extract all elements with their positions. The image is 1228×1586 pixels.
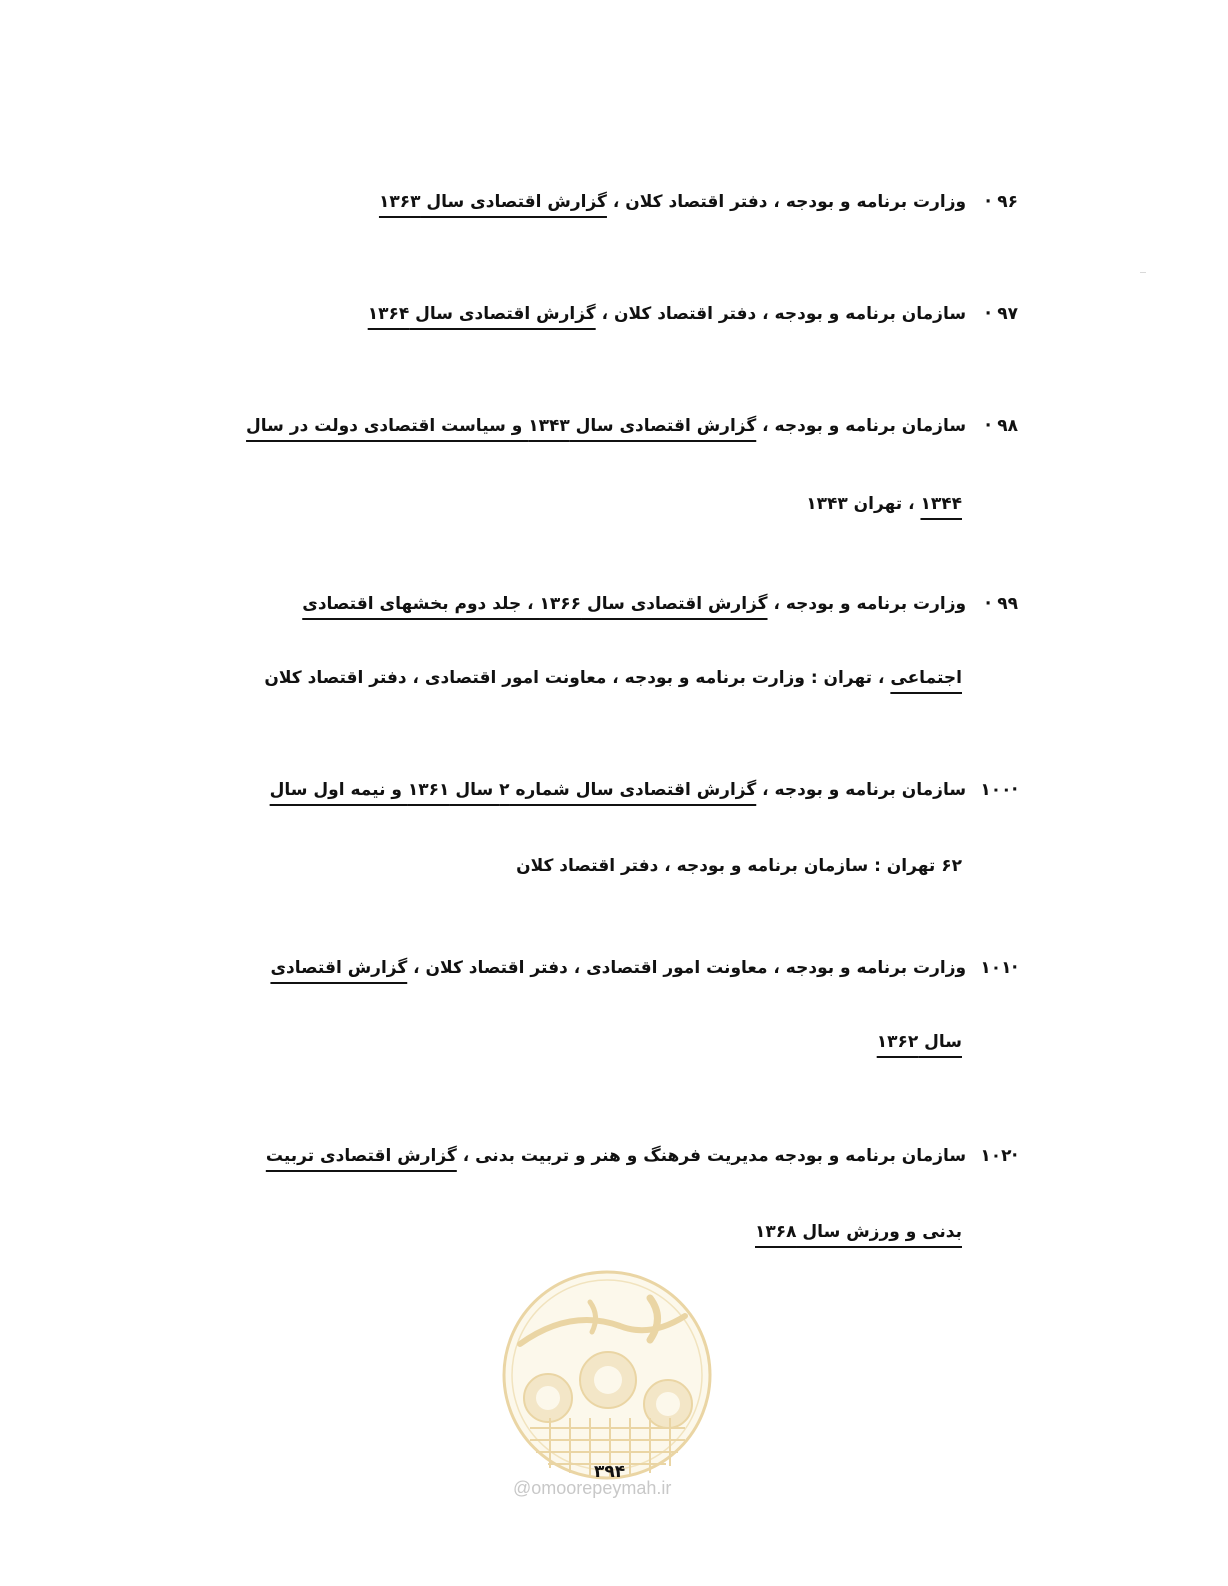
- entry-title: گزارش اقتصادی سال ۱۳۶۶ ، جلد دوم بخشهای اقتصادی: [302, 594, 768, 614]
- entry-text: ۶۲ تهران : سازمان برنامه و بودجه ، دفتر اقتصاد کلان: [516, 856, 962, 876]
- entry-line: [379, 190, 1018, 214]
- entry-title: اجتماعی: [890, 668, 962, 688]
- entry-number: ۹۶ ·: [984, 192, 1018, 212]
- entry-line-continued: [877, 1030, 1018, 1054]
- scan-mark: [1140, 272, 1146, 273]
- entry-line: [368, 302, 1018, 326]
- entry-text: سازمان برنامه و بودجه ،: [762, 780, 967, 800]
- entry-text: وزارت برنامه و بودجه ، دفتر اقتصاد کلان ،: [612, 192, 967, 212]
- watermark-seal-logo: [500, 1268, 715, 1483]
- entry-title: گزارش اقتصادی سال شماره ۲ سال ۱۳۶۱ و نیمه اول سال: [269, 780, 757, 800]
- entry-text: ، تهران ۱۳۴۳: [806, 494, 915, 514]
- page-number: ۳۹۴: [594, 1462, 626, 1482]
- entry-number: ۹۷ ·: [984, 304, 1018, 324]
- entry-line: [246, 414, 1018, 438]
- entry-line-continued: [806, 492, 1018, 516]
- entry-line: [302, 592, 1018, 616]
- entry-title: بدنی و ورزش سال ۱۳۶۸: [755, 1222, 962, 1242]
- entry-title: گزارش اقتصادی سال ۱۳۴۳ و سیاست اقتصادی دولت در سال: [246, 416, 757, 436]
- entry-line: [270, 956, 1018, 980]
- watermark-text: @omoorepeymah.ir: [513, 1478, 672, 1498]
- entry-title: ۱۳۴۴: [920, 494, 962, 514]
- entry-line: [270, 778, 1018, 802]
- entry-title: گزارش اقتصادی سال ۱۳۶۴: [367, 304, 596, 324]
- entry-number: ۹۹ ·: [984, 594, 1018, 614]
- entry-text: وزارت برنامه و بودجه ، معاونت امور اقتصادی ، دفتر اقتصاد کلان ،: [413, 958, 967, 978]
- entry-line-continued: [516, 854, 1018, 878]
- entry-number: ·۱۰۰: [980, 780, 1018, 800]
- entry-number: ۹۸ ·: [984, 416, 1018, 436]
- entry-number: ·۱۰۱: [980, 958, 1018, 978]
- entry-text: سازمان برنامه و بودجه ،: [762, 416, 967, 436]
- entry-line-continued: [755, 1220, 1018, 1244]
- entry-title: سال ۱۳۶۲: [876, 1032, 962, 1052]
- entry-line-continued: [264, 666, 1018, 690]
- entry-text: سازمان برنامه و بودجه مدیریت فرهنگ و هنر و تربیت بدنی ،: [462, 1146, 967, 1166]
- entry-text: سازمان برنامه و بودجه ، دفتر اقتصاد کلان ،: [601, 304, 967, 324]
- entry-title: گزارش اقتصادی تربیت: [265, 1146, 457, 1166]
- entry-text: ، تهران : وزارت برنامه و بودجه ، معاونت امور اقتصادی ، دفتر اقتصاد کلان: [264, 668, 885, 688]
- entry-title: گزارش اقتصادی سال ۱۳۶۳: [378, 192, 607, 212]
- entry-number: ·۱۰۲: [980, 1146, 1018, 1166]
- entry-title: گزارش اقتصادی: [270, 958, 408, 978]
- entry-line: [266, 1144, 1018, 1168]
- entry-text: وزارت برنامه و بودجه ،: [773, 594, 967, 614]
